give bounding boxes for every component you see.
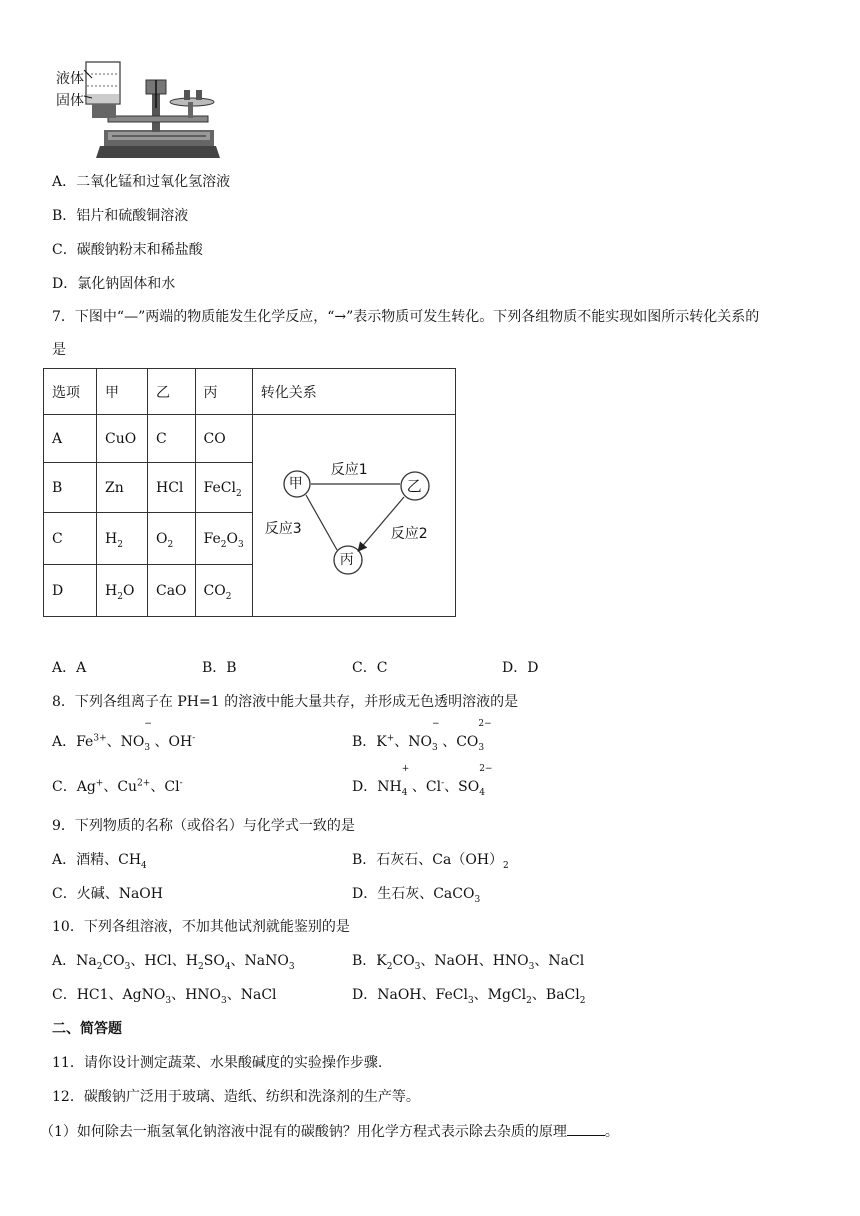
row-c-yi: $O_2$ (148, 513, 196, 565)
q9-option-c[interactable]: C．火碱、NaOH (52, 886, 163, 902)
q7-answer-d[interactable]: D．D (502, 660, 539, 676)
relation-diagram (253, 416, 455, 616)
q8-option-b[interactable]: B．K+、$NO_3$ − 、$CO_3$ 2− (352, 719, 492, 753)
relation-diagram-cell (252, 415, 455, 617)
header-option: 选项 (44, 369, 97, 415)
q7-stem-line2: 是 (52, 342, 66, 358)
q7-stem-line1: 7．下图中“—”两端的物质能发生化学反应，“→”表示物质可发生转化。下列各组物质不能实现如图所示转化关系的 (52, 309, 760, 325)
row-c-bing: $Fe_2O_3$ (195, 513, 252, 565)
header-bing: 丙 (195, 369, 252, 415)
q10-option-a[interactable]: A．$Na_2CO_3$、HCl、$H_2SO_4$、NaNO$_3$ (52, 953, 295, 972)
reaction3-label: 反应3 (264, 521, 302, 537)
header-jia: 甲 (97, 369, 148, 415)
q7-answer-b[interactable]: B．B (202, 660, 237, 676)
table-row (44, 415, 456, 463)
row-d-jia: $H_2O$ (97, 565, 148, 617)
reaction1-label: 反应1 (330, 462, 368, 478)
row-b-bing: FeCl$_2$ (195, 463, 252, 513)
q10-option-d[interactable]: D．NaOH、FeCl$_3$、MgCl$_2$、BaCl$_2$ (352, 987, 586, 1006)
q7-table (43, 368, 456, 617)
q11-text: 11．请你设计测定蔬菜、水果酸碱度的实验操作步骤. (52, 1055, 383, 1071)
row-c-jia: $H_2$ (97, 513, 148, 565)
q8-option-d[interactable]: D．$NH_4$ + 、Cl-、$SO_4$ 2− (352, 764, 493, 798)
q10-stem: 10．下列各组溶液，不加其他试剂就能鉴别的是 (52, 919, 350, 935)
header-relation: 转化关系 (252, 369, 455, 415)
node-jia: 甲 (288, 476, 303, 492)
row-a-yi: C (148, 415, 196, 463)
q10-option-c[interactable]: C．HC1、AgNO$_3$、$HNO_3$、NaCl (52, 987, 277, 1006)
q9-option-d[interactable]: D．生石灰、CaCO$_3$ (352, 886, 481, 905)
table-header-row (44, 369, 456, 415)
q8-option-c[interactable]: C．Ag+、$Cu^{2+}$、Cl- (52, 778, 183, 795)
row-d-bing: $CO_2$ (195, 565, 252, 617)
reaction2-label: 反应2 (390, 526, 428, 542)
row-d-opt: D (44, 565, 97, 617)
row-a-opt: A (44, 415, 97, 463)
q6-option-b[interactable]: B．铝片和硫酸铜溶液 (52, 208, 189, 224)
q9-option-b[interactable]: B．石灰石、$Ca(OH)_2$ (352, 852, 509, 871)
q8-option-a[interactable]: A．$Fe^{3+}$、$NO_3$ − 、OH- (52, 719, 196, 753)
row-b-yi: HCl (148, 463, 196, 513)
q6-option-a[interactable]: A．二氧化锰和过氧化氢溶液 (52, 174, 231, 190)
q9-stem: 9．下列物质的名称（或俗名）与化学式一致的是 (52, 818, 355, 834)
node-bing: 丙 (339, 552, 354, 568)
q6-option-d[interactable]: D．氯化钠固体和水 (52, 276, 176, 292)
row-a-jia: CuO (97, 415, 148, 463)
q8-stem: 8．下列各组离子在 PH=1 的溶液中能大量共存，并形成无色透明溶液的是 (52, 694, 519, 710)
node-yi: 乙 (406, 477, 422, 495)
row-d-yi: CaO (148, 565, 196, 617)
header-yi: 乙 (148, 369, 196, 415)
section-title: 二、简答题 (52, 1021, 122, 1037)
row-a-bing: CO (195, 415, 252, 463)
q12-sub1: （1）如何除去一瓶氢氧化钠溶液中混有的碳酸钠？用化学方程式表示除去杂质的原理 。 (40, 1121, 619, 1142)
row-b-jia: Zn (97, 463, 148, 513)
answer-blank[interactable] (567, 1121, 605, 1136)
q9-option-a[interactable]: A．酒精、$CH_4$ (52, 852, 147, 871)
liquid-label: 液体 (56, 71, 84, 87)
q12-text: 12．碳酸钠广泛用于玻璃、造纸、纺织和洗涤剂的生产等。 (52, 1089, 420, 1105)
row-b-opt: B (44, 463, 97, 513)
solid-label: 固体 (56, 93, 84, 109)
q6-option-c[interactable]: C．碳酸钠粉末和稀盐酸 (52, 242, 203, 258)
row-c-opt: C (44, 513, 97, 565)
q7-answer-a[interactable]: A．A (52, 660, 87, 676)
q10-option-b[interactable]: B．$K_2CO_3$、NaOH、$HNO_3$、NaCl (352, 953, 585, 972)
q7-answer-c[interactable]: C．C (352, 660, 388, 676)
balance-figure (56, 58, 226, 162)
